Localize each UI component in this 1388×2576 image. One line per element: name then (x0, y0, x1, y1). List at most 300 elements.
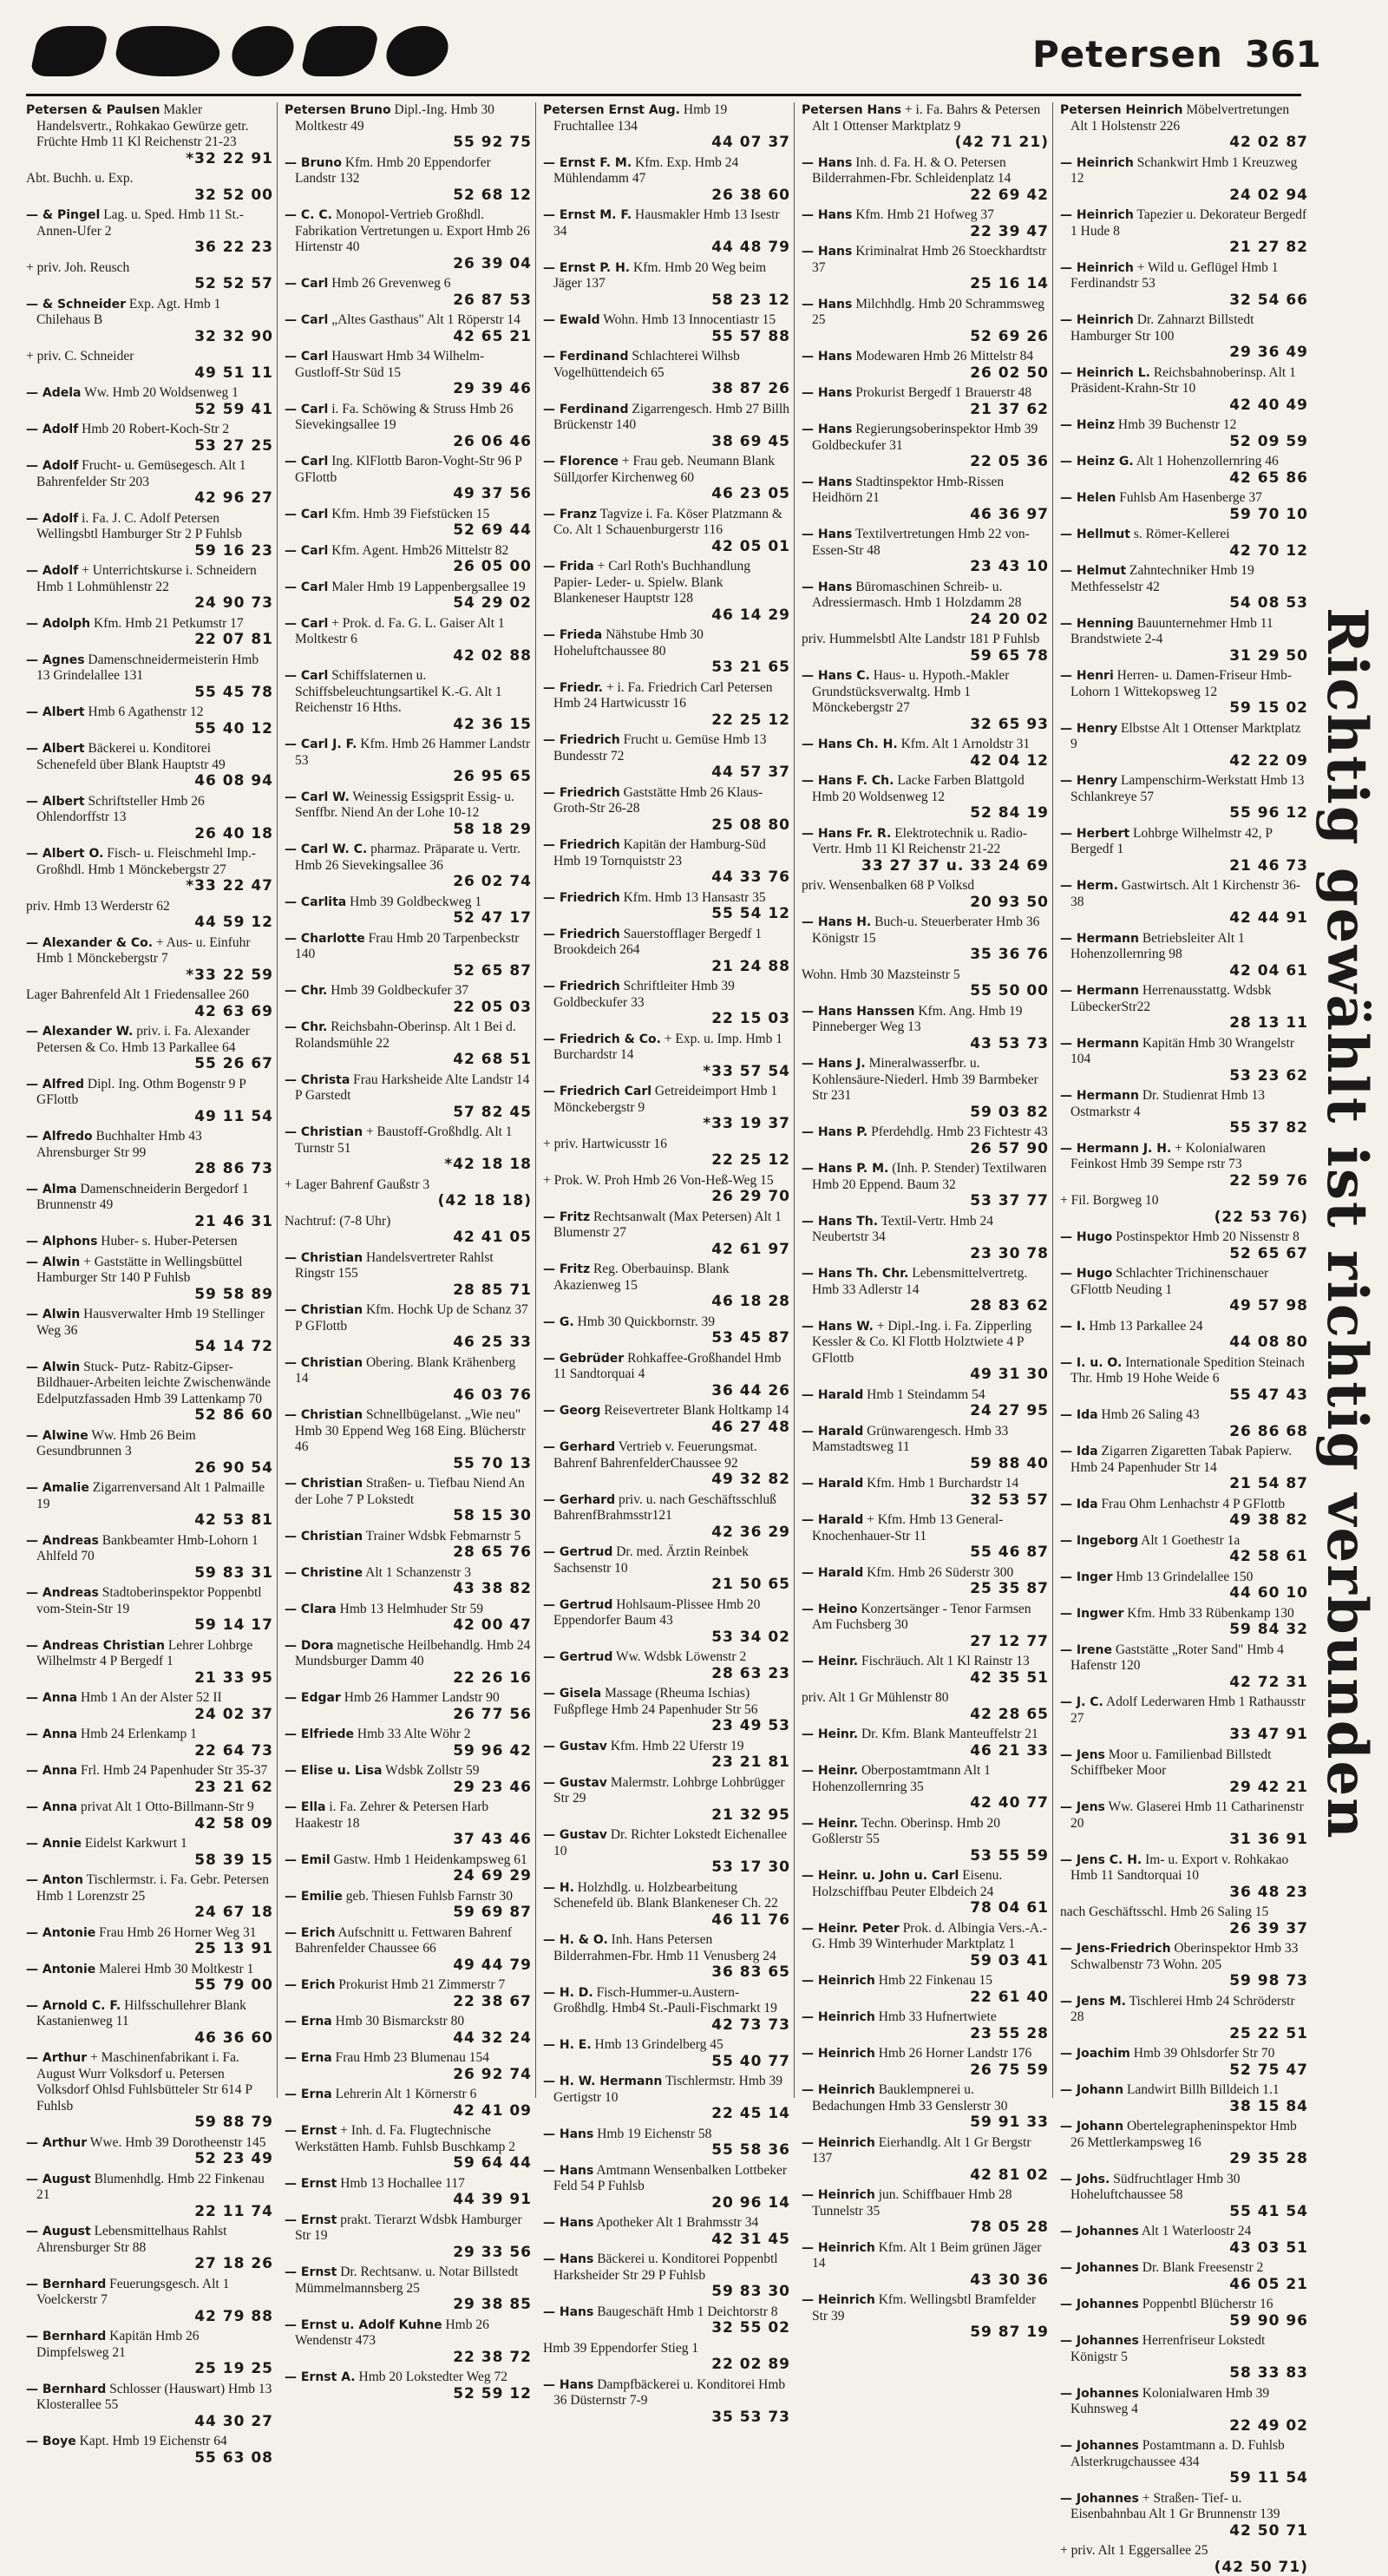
directory-entry (802, 244, 1049, 292)
entry-details: Gaststätte „Roter Sand" Hmb 4 Hafenstr 120 (1070, 1642, 1284, 1673)
entry-name: — Heinrich L. (1060, 365, 1150, 380)
entry-phone: 22 15 03 (711, 1010, 790, 1027)
entry-phone: 42 44 91 (1229, 909, 1308, 927)
entry-name: — Irene (1060, 1642, 1112, 1657)
entry-name: — Heinr. (802, 1816, 859, 1831)
entry-name: — & Pingel (26, 208, 101, 222)
entry-details: + Kfm. Hmb 13 General-Knochenhauer-Str 11 (812, 1512, 1004, 1544)
entry-phone: 54 29 02 (453, 594, 532, 612)
entry-details: Apotheker Alt 1 Brahmsstr 34 (596, 2215, 759, 2230)
entry-phone: 59 98 73 (1229, 1972, 1308, 1989)
entry-name: — Heinr. u. John u. Carl (802, 1869, 959, 1883)
entry-name: — Henry (1060, 774, 1118, 788)
entry-phone: 46 11 76 (711, 1911, 790, 1929)
entry-details: Inh. Hans Petersen Bilderrahmen-Fbr. Hmb 11 Venusberg 24 (553, 1932, 776, 1963)
directory-entry (543, 1209, 790, 1258)
entry-name: — G. (543, 1314, 574, 1329)
directory-entry (1060, 490, 1308, 522)
entry-name: — Heinrich (802, 2047, 875, 2061)
directory-entry (802, 1602, 1049, 1650)
entry-name: — Jens (1060, 1800, 1105, 1814)
directory-entry (543, 1262, 790, 1310)
entry-phone: 37 43 46 (453, 1831, 532, 1848)
directory-entry (802, 1512, 1049, 1561)
entry-phone: 42 72 31 (1229, 1673, 1308, 1691)
entry-details: Kfm. Exp. Hmb 24 Mühlendamm 47 (553, 154, 739, 186)
entry-details: + priv. Joh. Reusch (26, 259, 130, 275)
directory-entry (802, 2135, 1049, 2184)
entry-name: — Alwin (26, 1308, 81, 1321)
entry-phone: 59 88 40 (970, 1454, 1049, 1472)
entry-name: — Friedr. (543, 680, 603, 695)
directory-entry (1060, 2438, 1308, 2487)
entry-details: geb. Thiesen Fuhlsb Farnstr 30 (345, 1888, 513, 1904)
directory-entry (1060, 1193, 1308, 1225)
entry-details: Dipl.-Ing. Hmb 30 Moltkestr 49 (295, 102, 494, 134)
entry-details: + Lager Bahrenf Gaußstr 3 (285, 1177, 430, 1192)
entry-phone: 55 40 77 (711, 2052, 790, 2070)
entry-phone: 24 69 29 (453, 1867, 532, 1884)
entry-phone: 46 05 21 (1229, 2275, 1308, 2293)
entry-details: Stadtoberinspektor Poppenbtl vom-Stein-Str 19 (36, 1585, 262, 1616)
entry-phone: 49 32 82 (711, 1471, 790, 1488)
entry-details: Buch-u. Steuerberater Hmb 36 Königstr 15 (812, 914, 1040, 946)
entry-name: — Ernst M. F. (543, 208, 632, 222)
logo-mark-4 (300, 26, 380, 76)
entry-details: Kfm. Alt 1 Arnoldstr 31 (900, 737, 1031, 751)
entry-details: Pferdehdlg. Hmb 23 Fichtestr 43 (871, 1124, 1048, 1139)
directory-entry (26, 1360, 273, 1424)
directory-entry (26, 1585, 273, 1634)
directory-entry (1060, 878, 1308, 927)
entry-phone: 28 83 62 (970, 1297, 1049, 1314)
entry-details: Hmb 30 Quickbornstr. 39 (577, 1314, 715, 1329)
entry-phone: 52 68 12 (453, 186, 532, 204)
entry-details: Damenschneidermeisterin Hmb 13 Grindelallee 131 (36, 652, 259, 683)
entry-phone: 49 57 98 (1229, 1297, 1308, 1314)
entry-phone: 20 93 50 (970, 893, 1049, 911)
entry-phone: 25 08 80 (711, 816, 790, 834)
entry-name: — Annie (26, 1837, 82, 1851)
entry-details: + Frau geb. Neumann Blank Süllдorfer Kirchenweg 60 (553, 454, 776, 485)
entry-details: Alt 1 Goethestr 1a (1141, 1532, 1241, 1548)
entry-phone: 55 26 67 (194, 1055, 273, 1072)
entry-name: — Ernst u. Adolf Kuhne (285, 2317, 442, 2332)
directory-entry (1060, 312, 1308, 361)
entry-phone: 21 24 88 (711, 957, 790, 975)
entry-name: — August (26, 2225, 91, 2238)
entry-name: — Jens-Friedrich (1060, 1942, 1171, 1956)
directory-entry (802, 1763, 1049, 1812)
entry-name: — Ernst P. H. (543, 260, 631, 275)
entry-phone: 53 17 30 (711, 1858, 790, 1876)
directory-columns (26, 102, 1319, 2576)
entry-name: — Adolf (26, 459, 79, 473)
entry-name: — Anna (26, 1727, 78, 1741)
entry-name: — Carlita (285, 895, 347, 909)
entry-name: — Gisela (543, 1687, 602, 1701)
entry-phone: 55 47 43 (1229, 1386, 1308, 1404)
directory-entry (802, 2292, 1049, 2341)
entry-phone: 24 02 94 (1229, 186, 1308, 204)
entry-name: — Hans Fr. R. (802, 826, 892, 841)
header-rule (26, 94, 1301, 96)
entry-phone: 52 09 59 (1229, 432, 1308, 450)
entry-details: Exp. Agt. Hmb 1 Chilehaus B (36, 296, 221, 327)
entry-details: Lehrerin Alt 1 Körnerstr 6 (335, 2087, 477, 2101)
entry-details: Kfm. Hmb 20 Weg beim Jäger 137 (553, 259, 767, 291)
column-2 (285, 102, 536, 2402)
directory-entry (26, 458, 273, 507)
directory-entry (285, 1638, 532, 1687)
directory-entry (26, 1690, 273, 1722)
entry-name: — Christian (285, 1355, 363, 1370)
entry-details: Kfm. Hmb 33 Rübenkamp 130 (1127, 1605, 1294, 1621)
entry-details: Reichsbahnoberinsp. Alt 1 Präsident-Krahn-Str 10 (1070, 364, 1296, 396)
entry-name: — Heinr. (802, 1727, 859, 1741)
entry-phone: 21 46 73 (1229, 856, 1308, 875)
entry-phone: 36 48 23 (1229, 1883, 1308, 1901)
entry-name: — Hermann (1060, 984, 1139, 998)
directory-entry (285, 1977, 532, 2009)
entry-details: Wwe. Hmb 39 Dorotheenstr 145 (89, 2134, 266, 2150)
directory-entry (1060, 2333, 1308, 2382)
directory-entry (802, 475, 1049, 523)
directory-entry (802, 385, 1049, 417)
entry-name: — Alphons (26, 1235, 98, 1249)
entry-phone: 32 55 02 (711, 2319, 790, 2337)
entry-details: Prok. d. Albingia Vers.-A.-G. Hmb 39 Winterhuder Marktplatz 1 (812, 1920, 1048, 1951)
entry-name: — Carl (285, 402, 329, 416)
entry-name: — Helen (1060, 491, 1116, 505)
entry-details: Obertelegrapheninspektor Hmb 26 Mettlerkampsweg 16 (1070, 2119, 1297, 2150)
directory-entry (1060, 527, 1308, 559)
directory-entry (802, 826, 1049, 875)
directory-entry (26, 1480, 273, 1529)
entry-name: — Hans Th. (802, 1214, 879, 1229)
entry-phone: 26 02 74 (453, 873, 532, 890)
entry-name: — Hans (802, 297, 853, 311)
entry-details: Hmb 39 Ohlsdorfer Str 70 (1133, 2046, 1275, 2061)
entry-name: — Hans (802, 155, 853, 170)
entry-details: Wdsbk Zollstr 59 (385, 1763, 480, 1778)
entry-details: Eierhandlg. Alt 1 Gr Bergstr 137 (812, 2134, 1031, 2166)
entry-name: — Hans (802, 350, 853, 364)
directory-entry (543, 1775, 790, 1824)
entry-details: Zigarren Zigaretten Tabak Papierw. Hmb 24 Papenhuder Str 14 (1070, 1444, 1293, 1475)
directory-entry (26, 846, 273, 895)
directory-entry (802, 2082, 1049, 2131)
directory-entry (285, 349, 532, 397)
directory-entry (543, 2037, 790, 2069)
entry-details: Kfm. Hmb 21 Hofweg 37 (855, 207, 994, 222)
entry-phone: 44 59 12 (194, 914, 273, 931)
entry-phone: 26 75 59 (970, 2061, 1049, 2079)
directory-entry (543, 1649, 790, 1681)
directory-entry (285, 1072, 532, 1121)
entry-phone: 59 96 42 (453, 1741, 532, 1760)
directory-entry (1060, 207, 1308, 256)
entry-details: Hmb 33 Hufnertwiete (878, 2009, 997, 2024)
entry-details: (Inh. P. Stender) Textilwaren Hmb 20 Eppend. Baum 32 (812, 1161, 1047, 1192)
entry-details: Dr. Studienrat Hmb 13 Ostmarkstr 4 (1070, 1088, 1266, 1119)
entry-details: + Unterrichtskurse i. Schneidern Hmb 1 Lohmühlenstr 22 (36, 563, 257, 594)
entry-name: — Jens M. (1060, 1994, 1127, 2009)
directory-entry (1060, 1444, 1308, 1492)
entry-phone: 44 30 27 (194, 2412, 273, 2430)
entry-details: Tischlermstr. i. Fa. Gebr. Petersen Hmb 1 Lorenzstr 25 (36, 1872, 269, 1904)
entry-details: Maler Hmb 19 Lappenbergsallee 19 (331, 579, 526, 594)
directory-entry (26, 1182, 273, 1230)
entry-name: — Ernst (285, 2265, 337, 2279)
directory-entry (1060, 1852, 1308, 1901)
entry-phone: 59 83 31 (194, 1563, 273, 1582)
entry-details: + Fil. Borgweg 10 (1060, 1193, 1159, 1208)
entry-name: — Heinrich (802, 2188, 875, 2202)
entry-details: Frau Ohm Lenhachstr 4 P GFlottb (1101, 1496, 1286, 1511)
entry-name: — Christa (285, 1072, 350, 1087)
directory-entry (285, 312, 532, 344)
directory-entry (802, 1161, 1049, 1209)
entry-name: — Hans P. (802, 1125, 868, 1139)
entry-phone: 32 54 66 (1229, 291, 1308, 309)
directory-entry (543, 1686, 790, 1734)
entry-name: — Antonie (26, 1962, 96, 1976)
entry-details: Schriftsteller Hmb 26 Ohlendorffstr 13 (36, 793, 205, 824)
directory-entry (1060, 1088, 1308, 1137)
entry-name: — Friedrich Carl (543, 1085, 652, 1098)
entry-phone: 26 90 54 (194, 1458, 273, 1477)
entry-name: — Heinrich (1060, 155, 1134, 170)
entry-details: Kfm. Hmb 22 Uferstr 19 (610, 1738, 744, 1753)
entry-details: nach Geschäftsschl. Hmb 26 Saling 15 (1060, 1904, 1269, 1919)
logo-mark-5 (382, 26, 453, 76)
directory-entry (285, 2370, 532, 2402)
entry-phone: 42 02 87 (1229, 134, 1308, 151)
entry-phone: (42 71 21) (954, 134, 1049, 151)
entry-name: — Hans F. Ch. (802, 774, 894, 788)
directory-entry (802, 2187, 1049, 2236)
directory-entry (802, 207, 1049, 239)
entry-details: Zigarrenversand Alt 1 Palmaille 19 (36, 1480, 265, 1511)
directory-entry (26, 1255, 273, 1303)
entry-phone: 49 44 79 (453, 1956, 532, 1974)
entry-details: Adolf Lederwaren Hmb 1 Rathausstr 27 (1070, 1694, 1306, 1726)
entry-name: — Heinrich (802, 1974, 875, 1988)
entry-phone: 52 65 87 (453, 961, 532, 980)
entry-name: — Chr. (285, 1020, 328, 1034)
entry-phone: 52 65 67 (1229, 1244, 1308, 1262)
entry-name: — Ella (285, 1800, 326, 1814)
directory-entry (1060, 983, 1308, 1032)
entry-name: — Ernst (285, 2212, 337, 2227)
entry-phone: 42 50 71 (1229, 2521, 1308, 2540)
directory-entry (802, 773, 1049, 822)
entry-details: Hmb 13 Hochallee 117 (340, 2175, 465, 2191)
entry-name: — Georg (543, 1404, 601, 1418)
directory-entry (543, 2377, 790, 2426)
entry-name: — Arthur (26, 2135, 88, 2150)
entry-phone: 26 02 50 (970, 364, 1049, 382)
entry-phone: 42 40 49 (1229, 396, 1308, 414)
directory-entry (26, 616, 273, 648)
entry-phone: 55 40 12 (194, 719, 273, 737)
entry-details: Hmb 13 Parkallee 24 (1089, 1318, 1203, 1334)
entry-details: + Kolonialwaren Feinkost Hmb 39 Sempe rstr 73 (1070, 1140, 1266, 1171)
entry-name: — Albert (26, 794, 85, 809)
entry-phone: 42 61 97 (711, 1240, 790, 1258)
entry-name: — Alwin (26, 1255, 81, 1269)
entry-phone: 52 47 17 (453, 909, 532, 927)
directory-entry (543, 312, 790, 344)
directory-entry (1060, 1799, 1308, 1848)
directory-entry (26, 2434, 273, 2466)
entry-phone: 42 41 05 (453, 1229, 532, 1246)
directory-entry (1060, 1570, 1308, 1602)
directory-entry (1060, 1642, 1308, 1691)
directory-entry (1060, 260, 1308, 309)
directory-entry (1060, 2260, 1308, 2292)
entry-name: — Bernhard (26, 2330, 107, 2343)
entry-phone: 31 29 50 (1229, 646, 1308, 665)
directory-entry (1060, 2172, 1308, 2220)
directory-entry (285, 2087, 532, 2119)
entry-details: Landwirt Billh Billdeich 1.1 (1126, 2082, 1280, 2097)
directory-entry (285, 1799, 532, 1848)
directory-entry (1060, 1533, 1308, 1565)
directory-entry (285, 454, 532, 502)
directory-entry (285, 2212, 532, 2261)
entry-phone: 46 18 28 (711, 1293, 790, 1310)
entry-phone: 27 18 26 (194, 2255, 273, 2272)
entry-details: Bäckerei u. Konditorei Schenefeld über Blank Hauptstr 49 (36, 741, 226, 772)
entry-phone: 53 45 87 (711, 1329, 790, 1347)
entry-details: Schankwirt Hmb 1 Kreuzweg 12 (1070, 154, 1298, 186)
entry-phone: 55 96 12 (1229, 804, 1308, 822)
directory-entry (26, 102, 273, 167)
entry-name: — Christine (285, 1565, 363, 1580)
entry-name: — Hans (802, 475, 853, 489)
entry-details: Kfm. Ang. Hmb 19 Pinneberger Weg 13 (812, 1003, 1023, 1034)
entry-phone: 42 65 21 (453, 327, 532, 345)
entry-name: — Heinrich (802, 2083, 875, 2097)
entry-name: — Hugo (1060, 1267, 1113, 1281)
entry-details: Kfm. Hmb 39 Fiefstücken 15 (331, 506, 490, 521)
directory-entry (26, 2382, 273, 2430)
entry-phone: 25 16 14 (970, 275, 1049, 292)
entry-details: Hmb 39 Goldbeckweg 1 (350, 894, 482, 909)
directory-entry (285, 2014, 532, 2046)
entry-name: — Carl (285, 580, 329, 594)
entry-name: Petersen Hans (802, 103, 901, 117)
entry-phone: 22 38 67 (453, 1992, 532, 2010)
entry-name: — Christian (285, 1477, 363, 1491)
directory-entry (285, 1889, 532, 1921)
entry-details: Oberpostamtmann Alt 1 Hohenzollernring 35 (812, 1763, 991, 1794)
directory-entry (285, 580, 532, 612)
entry-phone: 32 65 93 (970, 715, 1049, 733)
directory-entry (543, 2304, 790, 2337)
entry-name: — Hans W. (802, 1319, 874, 1334)
entry-details: Gaststätte Hmb 26 Klaus-Groth-Str 26-28 (553, 784, 763, 816)
entry-name: — Hans (543, 2252, 594, 2266)
entry-details: Hmb 26 Saling 43 (1101, 1407, 1200, 1422)
entry-phone: 22 64 73 (194, 1741, 273, 1760)
directory-entry (802, 422, 1049, 470)
entry-details: + i. Fa. Bahrs & Petersen Alt 1 Ottenser Marktplatz 9 (812, 102, 1041, 134)
entry-phone: 46 27 48 (711, 1418, 790, 1436)
entry-name: — Ernst (285, 2124, 337, 2138)
entry-name: — Edgar (285, 1691, 341, 1705)
directory-entry (802, 1868, 1049, 1917)
directory-entry (543, 785, 790, 834)
entry-phone: 52 69 26 (970, 327, 1049, 345)
entry-name: — Fritz (543, 1209, 591, 1224)
entry-details: + Aus- u. Einfuhr Hmb 1 Mönckebergstr 7 (36, 934, 251, 966)
entry-details: Schriftleiter Hmb 39 Goldbeckufer 33 (553, 979, 735, 1010)
entry-details: Kfm. Hmb 1 Burchardstr 14 (867, 1476, 1019, 1491)
entry-details: + i. Fa. Friedrich Carl Petersen Hmb 24 Hartwicusstr 16 (553, 679, 773, 711)
entry-details: Hmb 39 Buchenstr 12 (1117, 417, 1237, 432)
entry-name: — Gustav (543, 1775, 607, 1790)
directory-entry (1060, 2543, 1308, 2575)
entry-phone: 53 34 02 (711, 1628, 790, 1646)
entry-details: Ing. KlFlottb Baron-Voght-Str 96 P GFlottb (295, 454, 522, 485)
entry-phone: 46 08 94 (194, 772, 273, 790)
entry-details: Hmb 13 Helmhuder Str 59 (339, 1601, 483, 1616)
entry-details: Kfm. Wellingsbtl Bramfelder Str 39 (812, 2292, 1037, 2324)
entry-phone: (22 53 76) (1214, 1208, 1308, 1226)
entry-details: Kfm. Hmb 20 Eppendorfer Landstr 132 (295, 154, 491, 186)
entry-details: Obering. Blank Krähenberg 14 (295, 1354, 516, 1386)
entry-name: — Anton (26, 1873, 83, 1887)
entry-details: Hmb 24 Erlenkamp 1 (80, 1727, 197, 1741)
entry-phone: 49 37 56 (453, 485, 532, 502)
entry-details: s. Römer-Kellerei (1133, 527, 1230, 541)
directory-entry (285, 790, 532, 838)
entry-phone: 23 43 10 (970, 558, 1049, 575)
entry-details: Hmb 20 Robert-Koch-Str 2 (82, 422, 230, 436)
directory-entry (285, 1355, 532, 1404)
entry-phone: 21 50 65 (711, 1576, 790, 1593)
entry-details: Herrenausstattg. Wdsbk LübeckerStr22 (1070, 983, 1272, 1014)
entry-details: Hausverwalter Hmb 19 Stellinger Weg 36 (36, 1307, 265, 1338)
directory-entry (26, 171, 273, 203)
entry-phone: 44 57 37 (711, 764, 790, 781)
entry-details: Dr. Zahnarzt Billstedt Hamburger Str 100 (1070, 312, 1254, 344)
entry-name: — Heinrich (802, 2240, 875, 2255)
entry-details: Inh. d. Fa. H. & O. Petersen Bilderrahmen-Fbr. Schleidenplatz 14 (812, 154, 1012, 186)
entry-phone: 42 35 51 (970, 1668, 1049, 1687)
directory-entry (543, 1314, 790, 1347)
directory-entry (543, 1137, 790, 1169)
directory-entry (543, 2215, 790, 2247)
entry-name: — Erna (285, 2088, 332, 2101)
entry-phone: 55 50 00 (970, 982, 1049, 1000)
entry-details: Modewaren Hmb 26 Mittelstr 84 (855, 349, 1034, 364)
directory-entry (26, 1727, 273, 1759)
entry-details: i. Fa. Schöwing & Struss Hmb 26 Sievekingsallee 19 (295, 401, 514, 432)
directory-entry (802, 155, 1049, 204)
entry-name: — Chr. (285, 984, 328, 998)
entry-name: — Heinr. (802, 1764, 859, 1778)
entry-details: priv. Alt 1 Gr Mühlenstr 80 (802, 1690, 949, 1705)
entry-phone: 59 11 54 (1229, 2469, 1308, 2487)
entry-phone: 22 49 02 (1229, 2416, 1308, 2435)
entry-phone: 55 70 13 (453, 1454, 532, 1472)
directory-entry (1060, 1694, 1308, 1743)
entry-phone: 23 55 28 (970, 2024, 1049, 2042)
